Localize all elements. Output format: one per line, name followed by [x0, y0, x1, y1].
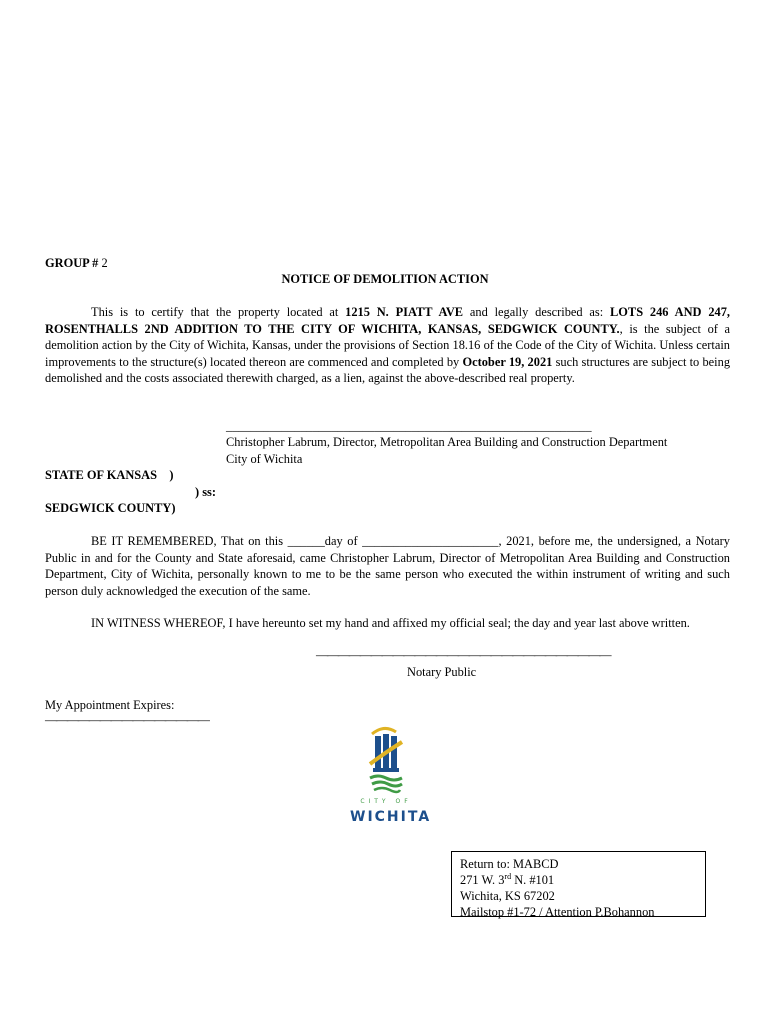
return-to-line4: Mailstop #1-72 / Attention P.Bohannon	[460, 905, 655, 919]
group-value: 2	[98, 256, 108, 270]
city-of-wichita-logo	[350, 722, 432, 830]
venue-state: STATE OF KANSAS )	[45, 468, 174, 482]
director-signature-line: ___________________________________________________________	[226, 419, 592, 433]
return-to-line1: Return to: MABCD	[460, 857, 559, 871]
return-to-line2: 271 W. 3rd N. #101	[460, 871, 555, 887]
director-organization: City of Wichita	[226, 452, 303, 466]
certification-paragraph: This is to certify that the property located at 1215 N. PIATT AVE and legally described as: LOTS 246 AND 247, ROSENTHALLS 2ND ADDITION TO THE CITY OF WICHITA, KANSAS, SEDGWICK COUNTY., is the subject of a demolition action by the City of Wichita, Kansas, under the provisions of Section 18.16 of the Code of the City of Wichita. Unless certain improvements to the structure(s) located thereon are commenced and completed by October 19, 2021 such structures are subject to being demolished and the costs associated therewith charged, as a lien, against the above-described real property.	[45, 305, 731, 385]
return-to-box	[451, 851, 706, 917]
appointment-line: ———————————————	[45, 713, 209, 727]
venue-county: SEDGWICK COUNTY)	[45, 501, 176, 515]
property-address: 1215 N. PIATT AVE	[345, 305, 464, 319]
group-label: GROUP #	[45, 256, 99, 270]
appointment-label: My Appointment Expires:	[45, 698, 175, 712]
deadline-date: October 19, 2021	[462, 354, 553, 369]
witness-paragraph: IN WITNESS WHEREOF, I have hereunto set my hand and affixed my official seal; the day and year last above written.	[91, 616, 690, 630]
notary-signature-line: ———————————————————————————	[316, 648, 611, 662]
notary-label: Notary Public	[407, 665, 477, 679]
group-number	[45, 255, 108, 272]
logo-wichita-text: WICHITA	[350, 809, 432, 825]
legal-description: LOTS 246 AND 247, ROSENTHALLS 2ND ADDITION TO THE CITY OF WICHITA, KANSAS, SEDGWICK COUNTY.	[45, 305, 730, 336]
document-title: NOTICE OF DEMOLITION ACTION	[281, 272, 489, 286]
return-to-line3: Wichita, KS 67202	[460, 889, 555, 903]
venue-ss: ) ss:	[195, 485, 216, 499]
acknowledgment-paragraph: BE IT REMEMBERED, That on this ______day of ______________________, 2021, before me, the undersigned, a Notary Public in and for the County and State aforesaid, came Christopher Labrum, Director of Metropolitan Area Building and Construction Department, City of Wichita, personally known to me to be the same person who executed the within instrument of writing and such person duly acknowledged the execution of the same.	[45, 534, 730, 598]
director-name: Christopher Labrum, Director, Metropolitan Area Building and Construction Department	[226, 435, 668, 449]
logo-city-of-text: CITY OF	[360, 798, 412, 805]
